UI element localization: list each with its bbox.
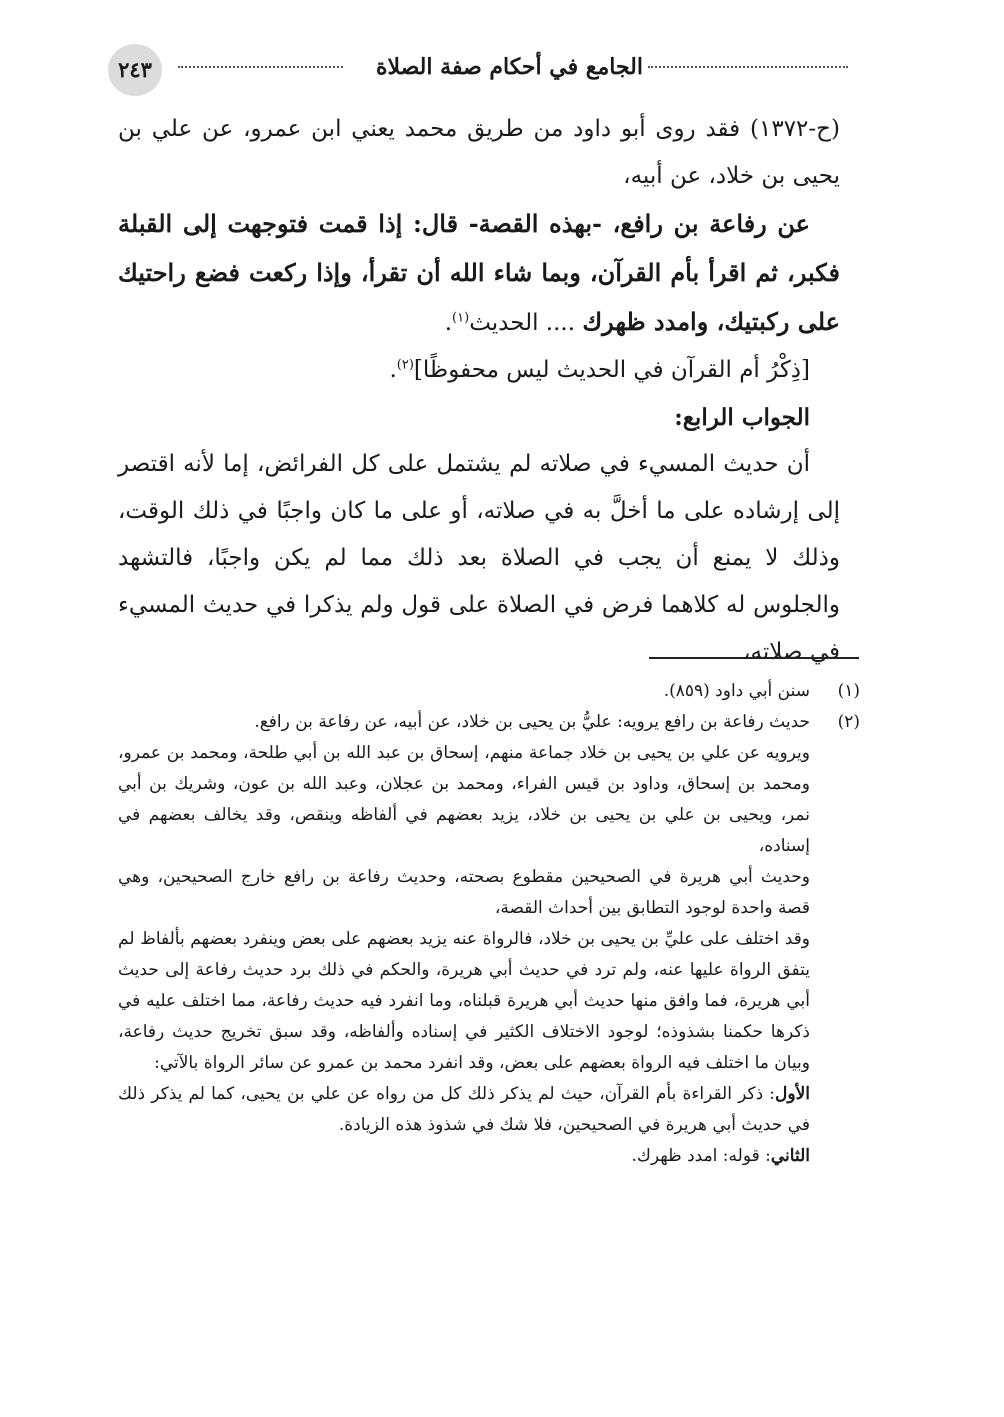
footnote-separator	[649, 657, 859, 659]
ruling-text: [ذِكْرُ أم القرآن في الحديث ليس محفوظًا]	[413, 357, 810, 383]
footnotes-section	[118, 676, 860, 1172]
footnote-ref-1[interactable]: (١)	[452, 310, 470, 326]
footnote-1	[118, 676, 860, 707]
hadith-text-paragraph	[118, 200, 840, 347]
footnote-number: (٢)	[837, 712, 860, 732]
footnote-ref-2[interactable]: (٢)	[396, 357, 414, 373]
page-number-badge: ٢٤٣	[108, 44, 162, 96]
footnote-2	[118, 707, 860, 1172]
footnote-point-second	[118, 1141, 810, 1172]
main-text	[118, 106, 840, 676]
header-dotted-leader-left	[178, 66, 343, 68]
footnote-text: وحديث أبي هريرة في الصحيحين مقطوع بصحته، وحديث رفاعة بن رافع خارج الصحيحين، وهي قصة واحدة لوجود التطابق بين أحداث القصة،	[118, 867, 810, 918]
book-title: الجامع في أحكام صفة الصلاة	[375, 54, 643, 80]
running-header	[108, 44, 848, 96]
point-label: الأول	[775, 1084, 810, 1104]
hadith-chain-paragraph: (ح-١٣٧٢) فقد روى أبو داود من طريق محمد يعني ابن عمرو، عن علي بن يحيى بن خلاد، عن أبيه،	[118, 116, 840, 189]
answer-paragraph: أن حديث المسيء في صلاته لم يشتمل على كل الفرائض، إما لأنه اقتصر إلى إرشاده على ما أخلَّ به في صلاته، أو على ما كان واجبًا في ذلك الوقت، وذلك لا يمنع أن يجب في الصلاة بعد ذلك مما لم يكن واجبًا، فالتشهد والجلوس له كلاهما فرض في الصلاة على قول ولم يذكرا في حديث المسيء في صلاته،	[118, 451, 840, 665]
hadith-tail: .... الحديث	[469, 310, 583, 336]
footnote-text: سنن أبي داود (٨٥٩).	[663, 681, 810, 701]
footnote-text: حديث رفاعة بن رافع يرويه: عليُّ بن يحيى بن خلاد، عن أبيه، عن رفاعة بن رافع.	[254, 712, 810, 732]
footnote-point-first	[118, 1079, 810, 1141]
footnote-number: (١)	[837, 681, 860, 701]
footnote-text: وقد اختلف على عليِّ بن يحيى بن خلاد، فالرواة عنه يزيد بعضهم على بعض وينفرد بعضهم بألفاظ لم يتفق الرواة عليها عنه، ولم ترد في حديث أبي هريرة، والحكم في ذلك برد حديث رفاعة إلى حديث أبي هريرة، فما وافق منها حديث أبي هريرة قبلناه، وما انفرد فيه حديث رفاعة، مما اختلف عليه في ذكرها حكمنا بشذوذه؛ لوجود الاختلاف الكثير في إسناده وألفاظه، وقد سبق تخريج حديث رفاعة، وبيان ما اختلف فيه الرواة بعضهم على بعض، وقد انفرد محمد بن عمرو عن سائر الرواة بالآتي:	[118, 929, 810, 1073]
header-dotted-leader-right	[648, 66, 848, 68]
ruling-paragraph	[118, 347, 840, 394]
hadith-end-mark: .	[444, 310, 453, 336]
ruling-end-mark: .	[389, 357, 397, 383]
point-text: : ذكر القراءة بأم القرآن، حيث لم يذكر ذلك كل من رواه عن علي بن يحيى، كما لم يذكر ذلك في حديث أبي هريرة في الصحيحين، فلا شك في شذوذ هذه الزيادة.	[118, 1084, 810, 1135]
footnote-text: ويرويه عن علي بن يحيى بن خلاد جماعة منهم، إسحاق بن عبد الله بن أبي طلحة، ومحمد بن عمرو، ومحمد بن إسحاق، وداود بن قيس الفراء، ومحمد بن عجلان، وعبد الله بن عون، وشريك بن أبي نمر، ويحيى بن علي بن يحيى بن خلاد، يزيد بعضهم في ألفاظه وينقص، وقد يخالف بعضهم في إسناده،	[118, 743, 810, 856]
section-heading: الجواب الرابع:	[674, 404, 810, 431]
point-text: : قوله: امدد ظهرك.	[631, 1146, 771, 1166]
point-label: الثاني	[770, 1146, 810, 1166]
hadith-narration: عن رفاعة بن رافع، -بهذه القصة- قال: إذا قمت فتوجهت إلى القبلة فكبر، ثم اقرأ بأم القرآن، وبما شاء الله أن تقرأ، وإذا ركعت فضع راحتيك على ركبتيك، وامدد ظهرك	[118, 209, 840, 336]
